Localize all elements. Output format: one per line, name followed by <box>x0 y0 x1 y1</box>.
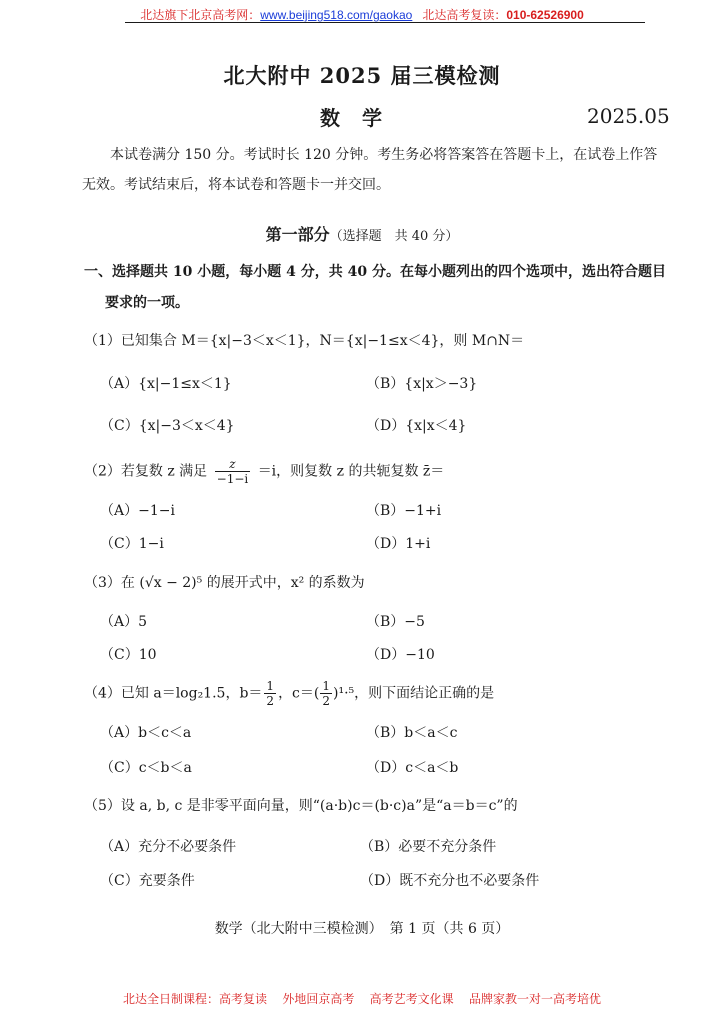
question-5-option-b: （B）必要不充分条件 <box>360 839 497 855</box>
question-4-option-d: （D）c＜a＜b <box>366 760 459 776</box>
question-1-option-a: （A）{x|−1≤x＜1} <box>100 376 232 392</box>
exam-subject: 数学 <box>320 106 404 130</box>
question-1-option-b: （B）{x|x＞−3} <box>366 376 478 392</box>
question-4-stem-start: （4）已知 a＝log₂1.5，b＝ <box>84 685 263 702</box>
question-4-option-a: （A）b＜c＜a <box>100 725 192 741</box>
question-1-option-c: （C）{x|−3＜x＜4} <box>100 418 235 434</box>
question-1-stem: （1）已知集合 M＝{x|−3＜x＜1}，N＝{x|−1≤x＜4}，则 M∩N＝ <box>84 333 525 349</box>
header-rule <box>125 22 645 23</box>
question-5-stem: （5）设 a, b, c 是非零平面向量，则“(a·b)c＝(b·c)a”是“a＝b＝c”的 <box>84 798 518 814</box>
section-instruction-line2: 要求的一项。 <box>105 295 189 311</box>
part-title: 第一部分 <box>265 225 330 244</box>
question-2-option-a: （A）−1−i <box>100 503 175 519</box>
question-2-option-c: （C）1−i <box>100 536 164 552</box>
question-4-stem-end: )¹·⁵，则下面结论正确的是 <box>333 685 495 702</box>
question-2-fraction-numerator: z <box>215 457 251 472</box>
banner-phone: 010-62526900 <box>506 8 584 22</box>
question-5-option-a: （A）充分不必要条件 <box>100 839 237 855</box>
part-subtitle: （选择题 共 40 分） <box>329 229 459 244</box>
bottom-banner-item: 高考艺考文化课 <box>369 992 454 1006</box>
question-2-stem <box>84 457 444 486</box>
question-4-stem-mid: ，c＝( <box>278 685 320 702</box>
page-footer: 数学（北大附中三模检测） 第 1 页（共 6 页） <box>214 921 510 937</box>
exam-instructions: 本试卷满分 150 分。考试时长 120 分钟。考生务必将答案答在答题卡上，在试卷上作答无效。考试结束后，将本试卷和答题卡一并交回。 <box>82 147 658 193</box>
question-4-fraction-b-numerator: 1 <box>266 679 275 693</box>
question-3-option-c: （C）10 <box>100 647 157 663</box>
question-4-fraction-b-denominator: 2 <box>266 694 275 708</box>
question-3-option-d: （D）−10 <box>366 647 435 663</box>
bottom-banner-item: 外地回京高考 <box>282 992 355 1006</box>
bottom-banner-item: 品牌家教一对一高考培优 <box>469 992 602 1006</box>
question-3-option-b: （B）−5 <box>366 614 425 630</box>
banner-left-text: 北达旗下北京高考网： <box>140 8 261 22</box>
question-2-fraction-denominator: −1−i <box>216 472 249 486</box>
section-instruction-line1: 一、选择题共 10 小题，每小题 4 分，共 40 分。在每小题列出的四个选项中，选出符合题目 <box>84 264 666 280</box>
question-5-option-d: （D）既不充分也不必要条件 <box>360 873 540 889</box>
question-4-fraction-c-numerator: 1 <box>322 679 331 693</box>
question-2-stem-start: （2）若复数 z 满足 <box>84 463 208 480</box>
question-5-option-c: （C）充要条件 <box>100 873 195 889</box>
bottom-banner <box>0 990 724 1007</box>
question-2-stem-end: ＝i，则复数 z 的共轭复数 z̄＝ <box>257 463 445 480</box>
header-banner <box>0 6 724 23</box>
question-1-option-d: （D）{x|x＜4} <box>366 418 467 434</box>
banner-right-text: 北达高考复读： <box>422 8 507 22</box>
exam-date: 2025.05 <box>587 104 670 128</box>
question-2-option-b: （B）−1+i <box>366 503 442 519</box>
question-2-fraction <box>215 457 251 486</box>
banner-url-link[interactable]: www.beijing518.com/gaokao <box>260 8 413 22</box>
bottom-banner-item: 北达全日制课程：高考复读 <box>122 992 267 1006</box>
question-3-stem: （3）在 (√x − 2)⁵ 的展开式中，x² 的系数为 <box>84 575 365 591</box>
question-4-stem <box>84 679 494 708</box>
question-4-option-b: （B）b＜a＜c <box>366 725 458 741</box>
exam-title: 北大附中 2025 届三模检测 <box>223 63 501 88</box>
question-4-fraction-c <box>320 679 332 708</box>
question-2-option-d: （D）1+i <box>366 536 431 552</box>
question-4-option-c: （C）c＜b＜a <box>100 760 192 776</box>
question-3-option-a: （A）5 <box>100 614 148 630</box>
question-4-fraction-c-denominator: 2 <box>322 694 331 708</box>
question-4-fraction-b <box>264 679 276 708</box>
part-heading <box>0 222 724 245</box>
